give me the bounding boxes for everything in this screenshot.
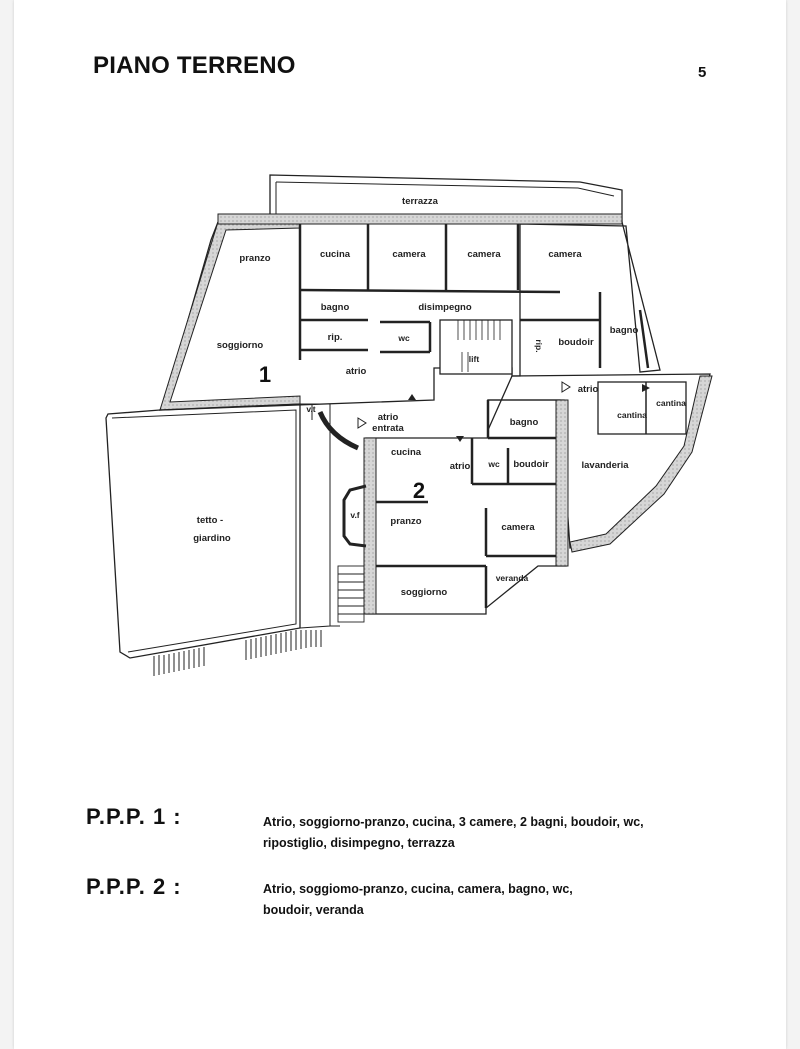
label-atrio-entrata-2: entrata [372,423,404,434]
label-boudoir-1: boudoir [558,337,594,348]
label-vf: v.f [350,510,360,520]
entrance-curve [320,412,358,448]
label-atrio-1: atrio [345,366,367,377]
label-pranzo-1: pranzo [239,253,271,264]
label-tetto-1: tetto - [196,515,224,526]
apartment-2-right-wall [556,400,568,566]
label-lavanderia: lavanderia [581,460,629,471]
atrio-arrow-icon [562,382,570,392]
label-atrio-3: atrio [449,461,471,472]
label-atrio-entrata-1: atrio [377,412,399,423]
label-pranzo-2: pranzo [390,516,422,527]
label-bagno-1: bagno [320,302,350,313]
label-wc-2: wc [488,459,500,469]
terrazza-inner-line [276,182,614,196]
label-camera-c: camera [548,249,582,260]
label-wc-1: wc [398,333,410,343]
label-soggiorno-1: soggiorno [216,340,264,351]
legend-key-2: P.P.P. 2 : [86,874,182,899]
label-cucina-1: cucina [319,249,351,260]
tetto-giardino-outline [106,404,300,658]
label-camera-a: camera [392,249,426,260]
label-cantina-1: cantina [656,398,686,408]
apartment-1-wall-band [160,222,300,410]
label-vt: v.t [306,404,316,414]
label-terrazza: terrazza [402,196,438,207]
label-rip-2: rip. [534,339,544,353]
label-camera-d: camera [501,522,535,533]
railing-ticks [154,630,321,676]
label-lift: lift [468,354,480,364]
label-cucina-2: cucina [390,447,422,458]
label-boudoir-2: boudoir [513,459,549,470]
entry-arrow-icon [358,418,366,428]
label-rip-1: rip. [327,332,343,343]
legend-text-2: Atrio, soggiomo-pranzo, cucina, camera, bagno, wc, boudoir, veranda [263,882,573,917]
page-title: PIANO TERRENO [93,52,296,79]
label-veranda: veranda [495,573,529,583]
label-bagno-2: bagno [609,325,639,336]
stair-steps-2 [338,566,364,622]
apartment-2-left-wall [364,438,376,614]
label-soggiorno-2: soggiorno [400,587,448,598]
legend-text-1: Atrio, soggiorno-pranzo, cucina, 3 camere, 2 bagni, boudoir, wc, ripostiglio, disimpegno, terrazza [263,815,644,850]
label-bagno-3: bagno [509,417,539,428]
label-camera-b: camera [467,249,501,260]
page-number: 5 [698,64,707,81]
label-disimpegno: disimpegno [418,302,472,313]
label-unit-1: 1 [258,362,272,387]
apartment-1-top-wall [218,214,622,224]
label-cantina-2: cantina [617,410,647,420]
label-atrio-2: atrio [577,384,599,395]
label-tetto-2: giardino [193,533,231,544]
legend-key-1: P.P.P. 1 : [86,804,182,829]
label-unit-2: 2 [412,478,426,503]
